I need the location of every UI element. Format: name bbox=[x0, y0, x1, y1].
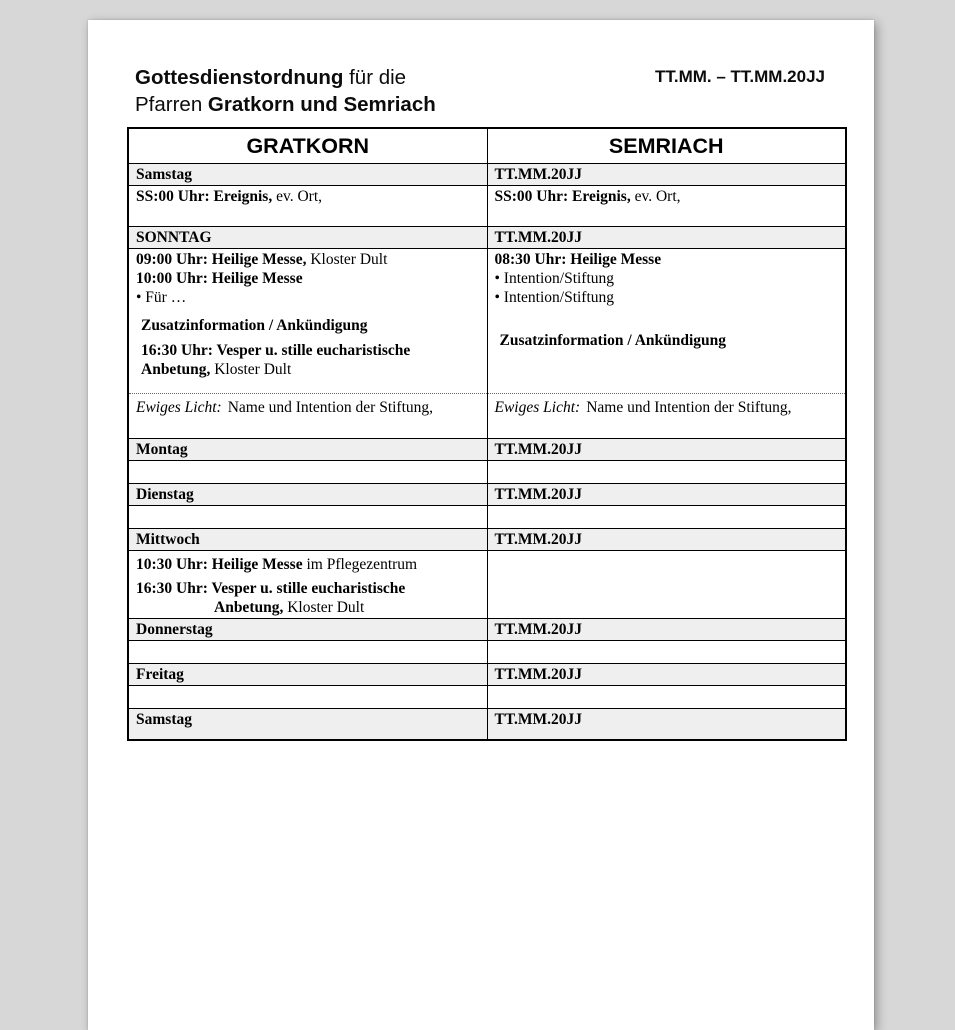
title-rest-1: für die bbox=[343, 66, 407, 89]
gratkorn-ewiges-licht bbox=[128, 394, 487, 439]
ewiges-licht-label: Ewiges Licht: bbox=[494, 399, 581, 416]
date-cell: TT.MM.20JJ bbox=[487, 529, 846, 551]
empty-cell bbox=[487, 686, 846, 709]
empty-cell bbox=[487, 506, 846, 529]
empty-row-monday bbox=[128, 461, 846, 484]
day-row-monday bbox=[128, 439, 846, 461]
day-cell: Dienstag bbox=[128, 484, 487, 506]
title-line-2 bbox=[135, 91, 436, 118]
event-place: ev. Ort, bbox=[272, 188, 323, 205]
day-row-wednesday bbox=[128, 529, 846, 551]
event-place: ev. Ort, bbox=[630, 188, 681, 205]
day-row-thursday bbox=[128, 619, 846, 641]
column-header-semriach: SEMRIACH bbox=[487, 128, 846, 164]
date-cell: TT.MM.20JJ bbox=[487, 227, 846, 249]
semriach-wednesday-content bbox=[487, 551, 846, 619]
empty-cell bbox=[487, 461, 846, 484]
empty-row-tuesday bbox=[128, 506, 846, 529]
empty-row-friday bbox=[128, 686, 846, 709]
announcement-label: Zusatzinformation / Ankündigung bbox=[141, 317, 368, 334]
announcement-label: Zusatzinformation / Ankündigung bbox=[499, 332, 727, 349]
date-cell: TT.MM.20JJ bbox=[487, 439, 846, 461]
saturday-event-row bbox=[128, 186, 846, 227]
column-header-row bbox=[128, 128, 846, 164]
semriach-sunday-content bbox=[487, 249, 846, 394]
mass-entry: 10:30 Uhr: Heilige Messe im Pflegezentrum bbox=[136, 556, 418, 573]
schedule-table bbox=[127, 127, 847, 741]
day-cell: Samstag bbox=[128, 164, 487, 186]
empty-cell bbox=[128, 461, 487, 484]
event-time: SS:00 Uhr: Ereignis, bbox=[136, 188, 273, 205]
mass-entry: 08:30 Uhr: Heilige Messe bbox=[494, 251, 662, 268]
page-title bbox=[135, 64, 436, 118]
ewiges-licht-text: Name und Intention der Stiftung, bbox=[586, 399, 792, 416]
semriach-ewiges-licht bbox=[487, 394, 846, 439]
date-cell: TT.MM.20JJ bbox=[487, 709, 846, 741]
day-row-saturday-1 bbox=[128, 164, 846, 186]
day-row-sunday bbox=[128, 227, 846, 249]
vesper-entry: 16:30 Uhr: Vesper u. stille eucharistische Anbetung, Kloster Dult bbox=[141, 342, 411, 378]
day-row-tuesday bbox=[128, 484, 846, 506]
ewiges-licht-text: Name und Intention der Stiftung, bbox=[227, 399, 434, 416]
date-range: TT.MM. – TT.MM.20JJ bbox=[654, 67, 825, 86]
empty-row-thursday bbox=[128, 641, 846, 664]
date-cell: TT.MM.20JJ bbox=[487, 484, 846, 506]
gratkorn-wednesday-content bbox=[128, 551, 487, 619]
day-cell: Samstag bbox=[128, 709, 487, 741]
mass-entry: 10:00 Uhr: Heilige Messe bbox=[136, 270, 303, 287]
event-time: SS:00 Uhr: Ereignis, bbox=[494, 188, 631, 205]
empty-cell bbox=[128, 641, 487, 664]
day-row-saturday-2 bbox=[128, 709, 846, 741]
column-header-gratkorn: GRATKORN bbox=[128, 128, 487, 164]
day-cell: SONNTAG bbox=[128, 227, 487, 249]
wednesday-content-row bbox=[128, 551, 846, 619]
title-line-1 bbox=[135, 64, 436, 91]
intention-bullet: • Intention/Stiftung bbox=[494, 270, 615, 287]
vesper-entry: 16:30 Uhr: Vesper u. stille eucharistische Anbetung, Kloster Dult bbox=[136, 580, 406, 616]
date-cell: TT.MM.20JJ bbox=[487, 619, 846, 641]
intention-bullet: • Intention/Stiftung bbox=[494, 289, 615, 306]
ewiges-licht-row bbox=[128, 394, 846, 439]
ewiges-licht-label: Ewiges Licht: bbox=[136, 399, 222, 416]
empty-cell bbox=[487, 641, 846, 664]
day-cell: Mittwoch bbox=[128, 529, 487, 551]
semriach-saturday-event bbox=[487, 186, 846, 227]
sunday-content-row bbox=[128, 249, 846, 394]
empty-cell bbox=[128, 686, 487, 709]
day-cell: Montag bbox=[128, 439, 487, 461]
mass-entry: 09:00 Uhr: Heilige Messe, Kloster Dult bbox=[136, 251, 388, 268]
title-main: Gottesdienstordnung bbox=[135, 66, 344, 89]
date-cell: TT.MM.20JJ bbox=[487, 664, 846, 686]
gratkorn-saturday-event bbox=[128, 186, 487, 227]
gratkorn-sunday-content bbox=[128, 249, 487, 394]
document-page bbox=[88, 20, 874, 1030]
empty-cell bbox=[128, 506, 487, 529]
title-plain-2: Pfarren bbox=[135, 93, 208, 116]
day-cell: Freitag bbox=[128, 664, 487, 686]
day-row-friday bbox=[128, 664, 846, 686]
document-header bbox=[135, 64, 835, 118]
title-parishes: Gratkorn und Semriach bbox=[207, 93, 436, 116]
date-cell: TT.MM.20JJ bbox=[487, 164, 846, 186]
day-cell: Donnerstag bbox=[128, 619, 487, 641]
intention-bullet: • Für … bbox=[136, 289, 187, 306]
